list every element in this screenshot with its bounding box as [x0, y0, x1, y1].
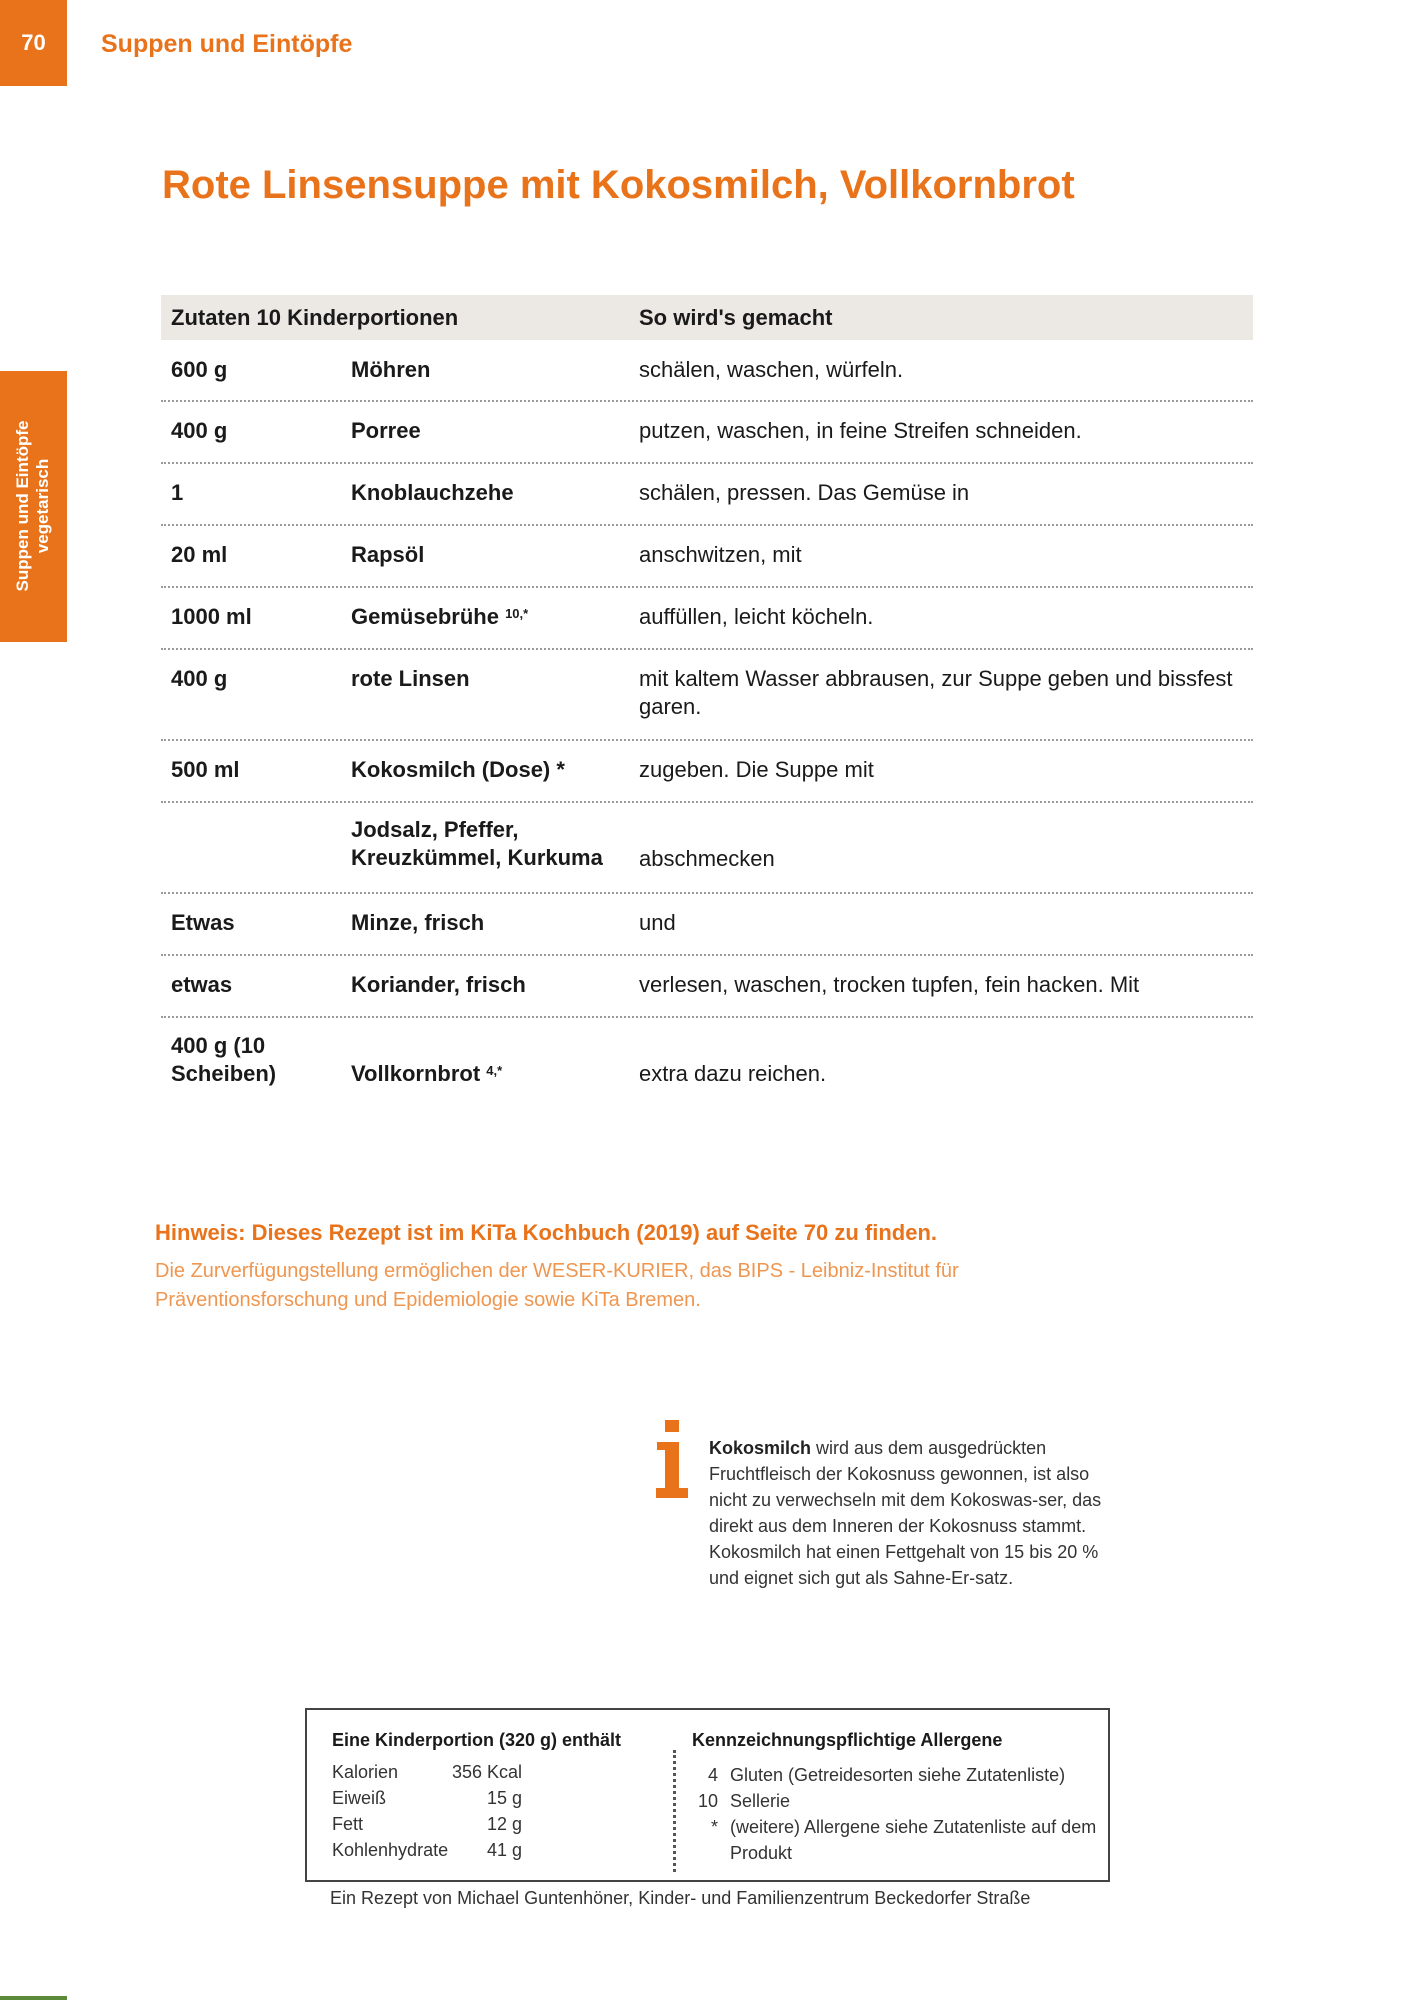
- info-text: [709, 1435, 1129, 1591]
- row-step: zugeben. Die Suppe mit: [639, 757, 874, 782]
- row-step: auffüllen, leicht köcheln.: [639, 604, 874, 629]
- hint-text: Hinweis: Dieses Rezept ist im KiTa Kochbuch (2019) auf Seite 70 zu finden.: [155, 1220, 937, 1245]
- table-row: [161, 340, 1253, 402]
- row-quantity: 400 g: [171, 418, 228, 443]
- table-row: [161, 1018, 1253, 1103]
- row-quantity: 400 g: [171, 666, 228, 691]
- row-step: extra dazu reichen.: [639, 1061, 827, 1086]
- recipe-table: [161, 295, 1253, 1103]
- row-step: schälen, pressen. Das Gemüse in: [639, 480, 970, 505]
- allergen-text: Gluten (Getreidesorten siehe Zutatenliste): [730, 1765, 1066, 1785]
- allergen-superscript: 4,*: [486, 1063, 503, 1078]
- row-ingredient: Minze, frisch: [351, 910, 485, 935]
- table-header: [161, 295, 1253, 340]
- nutrient-value: 15 g: [486, 1788, 522, 1808]
- row-step: verlesen, waschen, trocken tupfen, fein hacken. Mit: [639, 972, 1140, 997]
- nutrition-box: [305, 1708, 1110, 1882]
- row-step: schälen, waschen, würfeln.: [639, 357, 904, 382]
- nutrition-row: [332, 1840, 632, 1866]
- ingredient-name: Gemüsebrühe: [351, 604, 499, 629]
- row-quantity: 1000 ml: [171, 604, 252, 629]
- nutrient-name: Fett: [332, 1814, 364, 1834]
- table-row: [161, 526, 1253, 588]
- allergen-text: (weitere) Allergene siehe Zutatenliste auf dem Produkt: [730, 1817, 1097, 1863]
- row-quantity: 500 ml: [171, 757, 240, 782]
- allergen-text: Sellerie: [730, 1791, 791, 1811]
- section-title: Suppen und Eintöpfe: [101, 30, 353, 58]
- row-ingredient: Möhren: [351, 357, 431, 382]
- row-ingredient: Knoblauchzehe: [351, 480, 514, 505]
- nutrient-name: Kohlenhydrate: [332, 1840, 449, 1860]
- info-keyword: Kokosmilch: [709, 1438, 812, 1458]
- author-credit: Ein Rezept von Michael Guntenhöner, Kinder- und Familienzentrum Beckedorfer Straße: [330, 1888, 1031, 1908]
- nutrient-name: Kalorien: [332, 1762, 399, 1782]
- side-chapter-line2: vegetarisch: [33, 458, 52, 554]
- ingredients-header: Zutaten 10 Kinderportionen: [171, 304, 459, 330]
- row-ingredient: Koriander, frisch: [351, 972, 526, 997]
- nutrition-heading: Eine Kinderportion (320 g) enthält: [332, 1730, 622, 1750]
- row-ingredient: [351, 1060, 502, 1088]
- table-row: [161, 741, 1253, 803]
- row-quantity: Etwas: [171, 910, 235, 935]
- nutrient-name: Eiweiß: [332, 1788, 387, 1808]
- allergen-code: 4: [707, 1765, 718, 1785]
- row-quantity: 1: [171, 480, 184, 505]
- row-ingredient: Porree: [351, 418, 421, 443]
- row-step: putzen, waschen, in feine Streifen schneiden.: [639, 418, 1082, 443]
- row-ingredient: Jodsalz, Pfeffer, Kreuzkümmel, Kurkuma: [351, 817, 603, 870]
- allergen-code: *: [710, 1817, 718, 1837]
- allergen-superscript: 10,*: [505, 606, 529, 621]
- credit-text: Die Zurverfügungstellung ermöglichen der WESER-KURIER, das BIPS - Leibniz-Institut für Präventionsforschung und Epidemiologie sowie KiTa Bremen.: [155, 1260, 959, 1311]
- info-i-icon: [654, 1420, 690, 1500]
- row-ingredient: Kokosmilch (Dose) *: [351, 757, 565, 782]
- row-quantity: etwas: [171, 972, 233, 997]
- table-row: [161, 588, 1253, 650]
- table-row: [161, 956, 1253, 1018]
- nutrition-row: [332, 1762, 632, 1788]
- row-step: abschmecken: [639, 846, 775, 871]
- table-row: [161, 402, 1253, 464]
- row-step: und: [639, 910, 676, 935]
- row-quantity: 400 g (10 Scheiben): [171, 1033, 277, 1086]
- allergen-code: 10: [697, 1791, 718, 1811]
- row-step: mit kaltem Wasser abbrausen, zur Suppe geben und bissfest garen.: [639, 666, 1233, 719]
- table-row: [161, 803, 1253, 894]
- ingredient-name: Vollkornbrot: [351, 1061, 481, 1086]
- box-divider: [673, 1750, 676, 1872]
- nutrition-row: [332, 1814, 632, 1840]
- row-ingredient: rote Linsen: [351, 666, 470, 691]
- row-ingredient: [351, 603, 528, 631]
- method-header: So wird's gemacht: [639, 304, 833, 330]
- nutrient-value: 12 g: [486, 1814, 522, 1834]
- nutrition-row: [332, 1788, 632, 1814]
- bottom-marker: [0, 1996, 67, 2000]
- allergens-heading: Kennzeichnungspflichtige Allergene: [692, 1730, 1003, 1750]
- table-row: [161, 894, 1253, 956]
- row-quantity: 600 g: [171, 357, 228, 382]
- nutrient-value: 41 g: [486, 1840, 522, 1860]
- row-ingredient: Rapsöl: [351, 542, 425, 567]
- row-step: anschwitzen, mit: [639, 542, 802, 567]
- side-chapter-label: [13, 421, 53, 592]
- side-chapter-line1: Suppen und Eintöpfe: [13, 420, 32, 592]
- row-quantity: 20 ml: [171, 542, 228, 567]
- nutrient-value: 356 Kcal: [451, 1762, 522, 1782]
- table-row: [161, 650, 1253, 741]
- page-number: 70: [0, 0, 67, 86]
- table-row: [161, 464, 1253, 526]
- recipe-title: Rote Linsensuppe mit Kokosmilch, Vollkornbrot: [162, 163, 1075, 207]
- info-body: wird aus dem ausgedrückten Fruchtfleisch der Kokosnuss gewonnen, ist also nicht zu verwechseln mit dem Kokoswas-ser, das direkt aus dem Inneren der Kokosnuss stammt. Kokosmilch hat einen Fettgehalt von 15 bis 20 % und eignet sich gut als Sahne-Er-satz.: [709, 1438, 1102, 1588]
